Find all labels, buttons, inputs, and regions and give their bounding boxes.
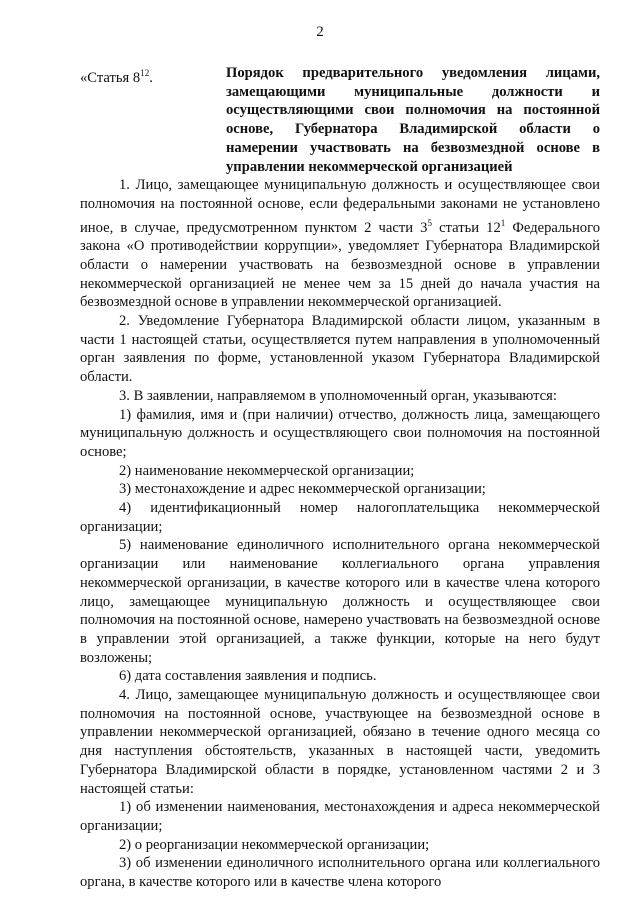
- list-item-3-1: 1) фамилия, имя и (при наличии) отчество, должность лица, замещающего муниципальную должность и осуществляющего свои полномочия на постоянной основе;: [80, 406, 600, 460]
- list-item-3-2: 2) наименование некоммерческой организации;: [119, 462, 415, 479]
- list-item-4-1: 1) об изменении наименования, местонахождения и адреса некоммерческой организации;: [80, 799, 600, 834]
- paragraph-1-part-b: статьи 12: [431, 219, 501, 236]
- paragraph-3: 3. В заявлении, направляемом в уполномоченный орган, указываются:: [119, 387, 557, 404]
- paragraph-1-part-a: 1. Лицо, замещающее муниципальную должность и осуществляющее свои полномочия на постоянной основе, если федеральными законами не установлено иное, в случае, предусмотренном пунктом 2 части 3: [80, 177, 600, 236]
- superscript-1: 1: [500, 217, 506, 228]
- article-title: Порядок предварительного уведомления лицами, замещающими муниципальные должности и осуществляющими свои полномочия на постоянной основе, Губернатора Владимирской области о намерении участвовать на безвозмездной основе в управлении некоммерческой организацией: [226, 65, 600, 175]
- paragraph-1: [80, 176, 600, 312]
- article-label-period: .: [149, 69, 153, 86]
- paragraph-4: 4. Лицо, замещающее муниципальную должность и осуществляющее свои полномочия на постоянной основе, участвующее на безвозмездной основе в управлении некоммерческой организацией, обязано в течение одного месяца со дня наступления обстоятельств, указанных в настоящей части, уведомить Губернатора Владимирской области в порядке, установленном частями 2 и 3 настоящей статьи:: [80, 687, 600, 797]
- list-item-3-5: 5) наименование единоличного исполнительного органа некоммерческой организации или наименование коллегиального органа управления некоммерческой организации, в качестве которого или в качестве члена которого лицо, замещающее муниципальную должность и осуществляющее свои полномочия на постоянной основе, намерено участвовать на безвозмездной основе в управлении этой организацией, а также функции, которые на него будут возложены;: [80, 537, 600, 666]
- list-item-3-3: 3) местонахождение и адрес некоммерческой организации;: [119, 481, 486, 498]
- list-item-4-3: 3) об изменении единоличного исполнительного органа или коллегиального органа, в качестве которого или в качестве члена которого: [80, 855, 600, 891]
- list-item-3-4: 4) идентификационный номер налогоплательщика некоммерческой организации;: [80, 500, 600, 535]
- article-label-text: «Статья 8: [80, 69, 141, 86]
- paragraph-1-part-c: Федерального закона «О противодействии коррупции», уведомляет Губернатора Владимирской области о намерении участвовать на безвозмездной основе в управлении некоммерческой организацией не менее чем за 15 дней до начала участия на безвозмездной основе в управлении некоммерческой организацией.: [80, 219, 600, 311]
- article-label: [80, 64, 226, 176]
- article-heading: [80, 64, 600, 176]
- page-number: 2: [316, 24, 324, 40]
- list-item-4-2: 2) о реорганизации некоммерческой организации;: [119, 836, 430, 853]
- superscript-5: 5: [427, 217, 432, 228]
- article-label-superscript: 12: [140, 68, 150, 78]
- document-body: [80, 64, 600, 892]
- paragraph-2: 2. Уведомление Губернатора Владимирской области лицом, указанным в части 1 настоящей статьи, осуществляется путем направления в уполномоченный орган заявления по форме, установленной указом Губернатора Владимирской области.: [80, 313, 600, 386]
- list-item-3-6: 6) дата составления заявления и подпись.: [119, 668, 377, 685]
